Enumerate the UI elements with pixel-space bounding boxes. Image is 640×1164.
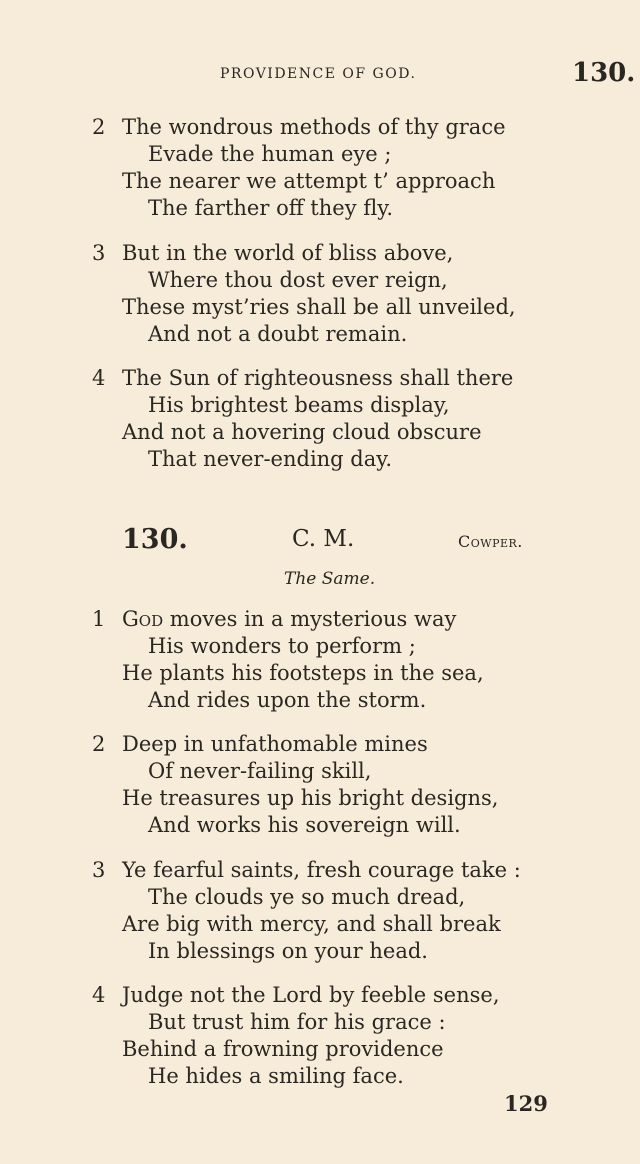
hymn-stanza-3 <box>92 857 521 965</box>
first-word: God <box>122 607 164 631</box>
hymn-header <box>0 524 640 558</box>
stanza-line: Behind a frowning providence <box>122 1037 444 1061</box>
stanza-number: 3 <box>92 858 106 882</box>
stanza-line: 4 The Sun of righteousness shall there <box>92 366 514 390</box>
stanza-line: He plants his footsteps in the sea, <box>122 661 484 685</box>
hymn-number: 130. <box>122 524 188 555</box>
stanza-line: 4 Judge not the Lord by feeble sense, <box>92 983 500 1007</box>
prev-stanza-3 <box>92 240 516 348</box>
hymn-stanza-2 <box>92 731 498 839</box>
stanza-line: And not a doubt remain. <box>148 322 408 346</box>
stanza-line: The nearer we attempt t’ approach <box>122 169 496 193</box>
stanza-number: 2 <box>92 115 106 139</box>
stanza-line: That never-ending day. <box>148 447 393 471</box>
stanza-number: 3 <box>92 241 106 265</box>
stanza-line: And not a hovering cloud obscure <box>122 420 482 444</box>
stanza-line: 2 The wondrous methods of thy grace <box>92 115 506 139</box>
stanza-line: 3 Ye fearful saints, fresh courage take : <box>92 858 521 882</box>
stanza-line: His wonders to perform ; <box>148 634 416 658</box>
stanza-line: These myst’ries shall be all unveiled, <box>122 295 516 319</box>
stanza-number: 1 <box>92 607 106 631</box>
stanza-line: And rides upon the storm. <box>148 688 427 712</box>
page-hymn-number: 130. <box>572 58 636 88</box>
hymn-author: Cowper. <box>458 532 523 551</box>
stanza-line: 2 Deep in unfathomable mines <box>92 732 428 756</box>
stanza-line: Evade the human eye ; <box>148 142 392 166</box>
stanza-line: In blessings on your head. <box>148 939 428 963</box>
page-number: 129 <box>504 1091 548 1116</box>
stanza-line: 3 But in the world of bliss above, <box>92 241 454 265</box>
stanza-line: Are big with mercy, and shall break <box>122 912 501 936</box>
stanza-line: And works his sovereign will. <box>148 813 461 837</box>
stanza-line: But trust him for his grace : <box>148 1010 446 1034</box>
stanza-line: Of never-failing skill, <box>148 759 372 783</box>
stanza-line: His brightest beams display, <box>148 393 450 417</box>
stanza-line: 1 God moves in a mysterious way <box>92 607 457 631</box>
hymn-subtitle: The Same. <box>284 569 376 589</box>
hymn-meter: C. M. <box>292 526 355 552</box>
stanza-line: He hides a smiling face. <box>148 1064 404 1088</box>
prev-stanza-2 <box>92 114 506 222</box>
stanza-number: 2 <box>92 732 106 756</box>
stanza-line: The clouds ye so much dread, <box>148 885 466 909</box>
hymn-stanza-1 <box>92 606 484 714</box>
prev-stanza-4 <box>92 365 513 473</box>
running-title: PROVIDENCE OF GOD. <box>220 66 417 82</box>
stanza-line: He treasures up his bright designs, <box>122 786 499 810</box>
stanza-line: Where thou dost ever reign, <box>148 268 448 292</box>
stanza-number: 4 <box>92 366 106 390</box>
stanza-number: 4 <box>92 983 106 1007</box>
hymn-stanza-4 <box>92 982 500 1090</box>
stanza-line: The farther off they fly. <box>148 196 393 220</box>
